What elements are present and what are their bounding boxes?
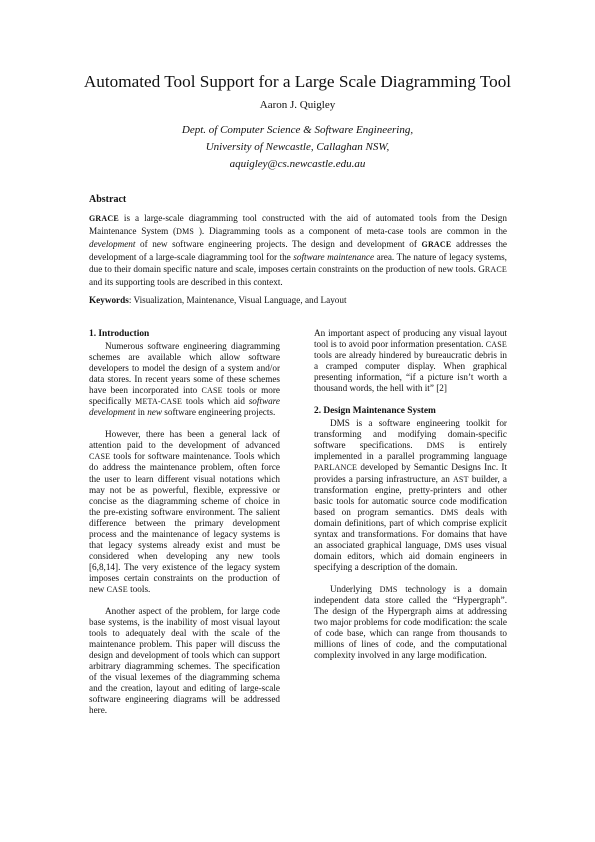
paragraph-emphasis: new [147, 407, 162, 418]
paragraph-text: deals with domain definitions, part of which comprise explicit syntax and transformations. For domains that have an associated graphical language, [314, 506, 507, 550]
affiliation-department: Dept. of Computer Science & Software Engineering, [181, 124, 414, 136]
case-term: CASE [106, 584, 128, 594]
paragraph-text: Numerous software engineering diagramming schemes are available which allow software developers to model the design of a system and/or data stores. In recent years some of these schemes have been incorporated into [89, 341, 280, 396]
section-heading-introduction: 1. Introduction [89, 329, 150, 339]
keywords-label: Keywords [89, 295, 129, 305]
affiliation-email: aquigley@cs.newcastle.edu.au [229, 158, 366, 170]
abstract-emphasis: software maintenance [293, 252, 375, 263]
ast-term: AST [452, 474, 469, 484]
abstract-text: and its supporting tools are described in this context. [89, 277, 283, 288]
paragraph-text: tools which aid [182, 396, 249, 407]
paragraph-text: is entirely implemented in a parallel programming language [314, 440, 507, 462]
left-column [89, 328, 280, 717]
keywords-text: : Visualization, Maintenance, Visual Language, and Layout [128, 295, 347, 305]
dms-term: DMS [426, 441, 445, 451]
abstract-body [89, 212, 507, 289]
paragraph-text: uses visual domain editors, which aid domain engineers in specifying a description of the domain. [314, 539, 507, 572]
paragraph [89, 429, 280, 595]
parlance-term: PARLANCE [314, 463, 358, 473]
right-column [314, 328, 507, 661]
paragraph [314, 584, 507, 661]
case-term: CASE [485, 340, 507, 350]
metacase-term: META-CASE [135, 397, 183, 407]
paragraph-text: builder, a transformation engine, pretty-printers and other basic tools for automatic source code modification based on program semantics. [314, 473, 507, 517]
paragraph-text: An important aspect of producing any visual layout tool is to avoid poor information presentation. [314, 328, 507, 350]
author-name: Aaron J. Quigley [259, 99, 336, 111]
affiliation-university: University of Newcastle, Callaghan NSW, [205, 141, 390, 153]
paragraph [89, 341, 280, 418]
abstract-heading: Abstract [89, 194, 127, 205]
abstract-text: of new software engineering projects. The design and development of [135, 239, 422, 250]
keywords-line [89, 294, 509, 306]
paragraph-text: developed by Semantic Designs Inc. It provides a parsing infrastructure, an [314, 462, 507, 484]
dms-term: DMS [176, 227, 195, 237]
abstract-emphasis: development [89, 239, 136, 250]
paragraph-emphasis: software development [89, 396, 280, 418]
paragraph-text: software engineering projects. [162, 407, 276, 418]
paragraph-text: However, there has been a general lack of attention paid to the development of advanced [89, 429, 280, 451]
paragraph-text: Underlying [330, 583, 380, 594]
dms-term: DMS [440, 507, 459, 517]
dms-term: DMS [444, 540, 463, 550]
paper-title: Automated Tool Support for a Large Scale Diagramming Tool [83, 72, 512, 91]
paragraph-text: tools for software maintenance. Tools which do address the maintenance problem, often force the user to learn different visual notations which may not be as powerful, flexible, expressive or concise as the diagramming scheme of choice in the pre-existing software environment. The salient difference between the primary development process and the maintenance of legacy systems is that legacy systems already exist and must be considered when developing any new tools [6,8,14]. The very existence of the legacy system imposes certain constraints on the production of new [89, 451, 280, 594]
paragraph-text: tools. [127, 583, 151, 594]
grace-term-tail: RACE [484, 265, 507, 275]
paragraph-text: technology is a domain independent data store called the “Hypergraph”. The design of the Hypergraph aims at addressing two major problems for code modification: the scale of code base, which can range from thousands to millions of lines of code, and the computational complexity involved in any large modification. [314, 583, 507, 661]
paragraph-text: tools are already hindered by bureaucratic debris in a cramped computer display. When graphical presenting information, “if a picture isn’t worth a thousand words, the hell with it” [2] [314, 350, 507, 394]
paragraph [314, 418, 507, 573]
case-term: CASE [201, 386, 223, 396]
grace-term: GRACE [89, 214, 119, 223]
paragraph [314, 328, 507, 394]
abstract-text: area. The nature of legacy systems, due to their domain specific nature and scale, imposes certain constraints on the production of new tools. G [89, 252, 507, 275]
section-heading-dms: 2. Design Maintenance System [314, 406, 436, 417]
author-affiliation [0, 122, 595, 173]
paragraph: Another aspect of the problem, for large code base systems, is the inability of most visual layout tools to adequately deal with the scale of the maintenance problem. This paper will discuss the design and development of tools which can support arbitrary diagramming schemes. The specification of the visual lexemes of the diagramming schema and the creation, layout and editing of large-scale software engineering diagrams will be addressed here. [89, 606, 280, 716]
case-term: CASE [89, 452, 111, 462]
paragraph-text: DMS is a software engineering toolkit for transforming and modifying domain-specific software specifications. [314, 418, 507, 451]
abstract-text: is a large-scale diagramming tool constructed with the aid of automated tools from the Design Maintenance System ( [89, 213, 507, 237]
abstract-text: ). Diagramming tools as a component of meta-case tools are common in the [194, 226, 507, 237]
abstract-text: addresses the development of a large-scale diagramming tool for the [89, 239, 507, 263]
grace-term: GRACE [421, 240, 452, 250]
paragraph-text: tools or more specifically [89, 385, 280, 407]
dms-term: DMS [379, 584, 398, 594]
paragraph-text: in [135, 407, 148, 418]
